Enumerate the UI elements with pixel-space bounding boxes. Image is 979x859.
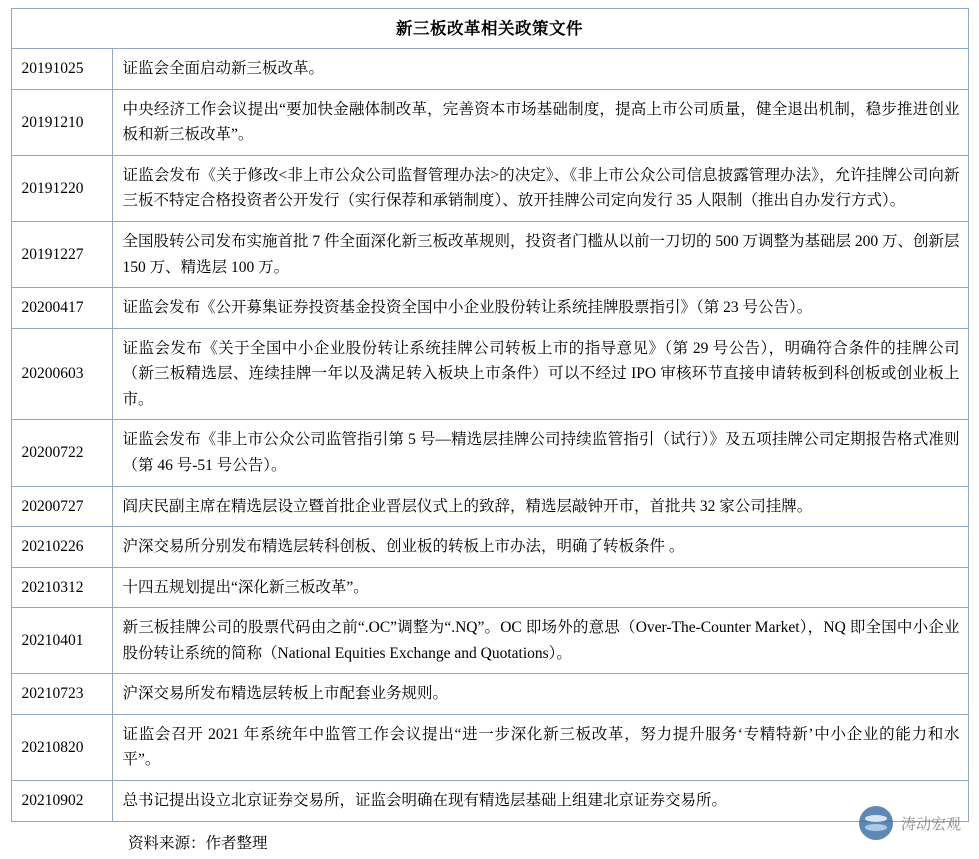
row-date: 20200722: [11, 420, 112, 486]
row-text: 证监会全面启动新三板改革。: [112, 49, 968, 90]
table-row: [11, 781, 968, 822]
row-text: 新三板挂牌公司的股票代码由之前“.OC”调整为“.NQ”。OC 即场外的意思（Over-The-Counter Market），NQ 即全国中小企业股份转让系统的简称（National Equities Exchange and Quotations）。: [112, 608, 968, 674]
table-header: [11, 9, 968, 49]
table-row: [11, 288, 968, 329]
wechat-account-logo-icon: [859, 806, 893, 840]
document-page: [0, 8, 979, 856]
row-text: 证监会发布《关于全国中小企业股份转让系统挂牌公司转板上市的指导意见》（第 29 号公告），明确符合条件的挂牌公司（新三板精选层、连续挂牌一年以及满足转入板块上市条件）可以不经过 IPO 审核环节直接申请转板到科创板或创业板上市。: [112, 328, 968, 420]
table-title-row: [11, 9, 968, 49]
table-row: [11, 222, 968, 288]
page-title: 新三板改革相关政策文件: [11, 9, 968, 49]
row-date: 20200417: [11, 288, 112, 329]
row-text: 十四五规划提出“深化新三板改革”。: [112, 567, 968, 608]
row-text: 阎庆民副主席在精选层设立暨首批企业晋层仪式上的致辞，精选层敲钟开市，首批共 32 家公司挂牌。: [112, 486, 968, 527]
row-text: 证监会发布《关于修改<非上市公众公司监督管理办法>的决定》、《非上市公众公司信息披露管理办法》，允许挂牌公司向新三板不特定合格投资者公开发行（实行保荐和承销制度）、放开挂牌公司定向发行 35 人限制（推出自办发行方式）。: [112, 155, 968, 221]
source-note: 资料来源：作者整理: [128, 834, 268, 852]
table-row: [11, 155, 968, 221]
row-text: 证监会发布《非上市公众公司监管指引第 5 号—精选层挂牌公司持续监管指引（试行）》及五项挂牌公司定期报告格式准则（第 46 号-51 号公告）。: [112, 420, 968, 486]
table-row: [11, 567, 968, 608]
table-row: [11, 486, 968, 527]
table-row: [11, 714, 968, 780]
row-date: 20210902: [11, 781, 112, 822]
row-text: 沪深交易所发布精选层转板上市配套业务规则。: [112, 674, 968, 715]
row-text: 证监会召开 2021 年系统年中监管工作会议提出“进一步深化新三板改革，努力提升服务‘专精特新’中小企业的能力和水平”。: [112, 714, 968, 780]
row-text: 证监会发布《公开募集证券投资基金投资全国中小企业股份转让系统挂牌股票指引》（第 23 号公告）。: [112, 288, 968, 329]
row-date: 20210723: [11, 674, 112, 715]
row-date: 20191025: [11, 49, 112, 90]
row-date: 20210401: [11, 608, 112, 674]
table-row: [11, 89, 968, 155]
table-row: [11, 608, 968, 674]
row-date: 20210226: [11, 527, 112, 568]
table-row: [11, 674, 968, 715]
row-date: 20200727: [11, 486, 112, 527]
row-text: 总书记提出设立北京证券交易所，证监会明确在现有精选层基础上组建北京证券交易所。: [112, 781, 968, 822]
row-date: 20191220: [11, 155, 112, 221]
table-row: [11, 527, 968, 568]
row-date: 20191227: [11, 222, 112, 288]
watermark: [859, 806, 961, 840]
table-row: [11, 328, 968, 420]
row-text: 沪深交易所分别发布精选层转科创板、创业板的转板上市办法，明确了转板条件 。: [112, 527, 968, 568]
row-text: 全国股转公司发布实施首批 7 件全面深化新三板改革规则，投资者门槛从以前一刀切的 500 万调整为基础层 200 万、创新层 150 万、精选层 100 万。: [112, 222, 968, 288]
row-date: 20200603: [11, 328, 112, 420]
table-body: [11, 49, 968, 821]
row-date: 20210312: [11, 567, 112, 608]
table-row: [11, 49, 968, 90]
table-row: [11, 420, 968, 486]
policy-table: [11, 8, 969, 822]
row-text: 中央经济工作会议提出“要加快金融体制改革，完善资本市场基础制度，提高上市公司质量，健全退出机制，稳步推进创业板和新三板改革”。: [112, 89, 968, 155]
watermark-label: 涛动宏观: [900, 815, 961, 833]
row-date: 20191210: [11, 89, 112, 155]
row-date: 20210820: [11, 714, 112, 780]
